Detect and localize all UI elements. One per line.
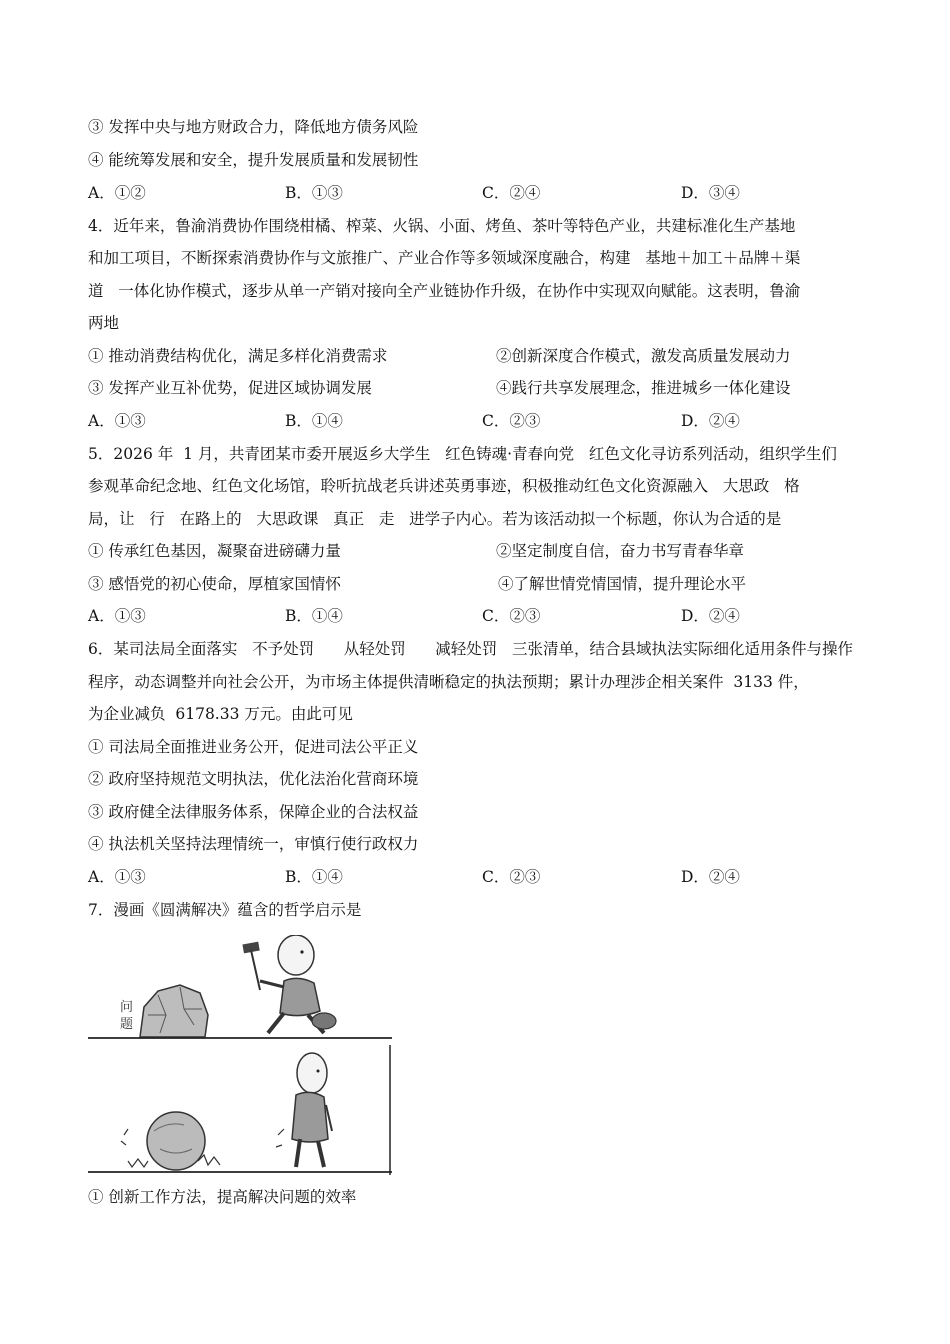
cartoon-label-top: 问 [120, 999, 134, 1014]
q5-stem-line-2: 参观革命纪念地、红色文化场馆，聆听抗战老兵讲述英勇事迹，积极推动红色文化资源融入 大思政 格 [88, 477, 800, 495]
q3-option-c: C．②④ [482, 184, 541, 202]
q4-stem-line-4: 两地 [88, 314, 120, 332]
q4-stem-line-3: 道 一体化协作模式，逐步从单一产销对接向全产业链协作升级，在协作中实现双向赋能。这表明，鲁渝 [88, 282, 801, 300]
q3-item-3: ③ 发挥中央与地方财政合力，降低地方债务风险 [88, 118, 419, 136]
man-walking-away [276, 1053, 332, 1167]
q4-item-1: ① 推动消费结构优化，满足多样化消费需求 [88, 347, 388, 365]
q5-item-3: ③ 感悟党的初心使命，厚植家国情怀 [88, 575, 341, 593]
q3-item-4: ④ 能统筹发展和安全，提升发展质量和发展韧性 [88, 151, 419, 169]
q3-option-b: B．①③ [285, 184, 343, 202]
q5-stem-line-1: 5．2026 年 1 月，共青团某市委开展返乡大学生 红色铸魂·青春向党 红色文化寻访系列活动，组织学生们 [88, 445, 837, 463]
cartoon-top-panel [88, 935, 392, 1038]
q6-stem-line-1: 6．某司法局全面落实 不予处罚 从轻处罚 减轻处罚 三张清单，结合县域执法实际细化适用条件与操作 [88, 640, 854, 658]
q6-option-b: B．①④ [285, 868, 343, 886]
q4-option-a: A．①③ [88, 412, 146, 430]
cartoon-bottom-panel [88, 1045, 392, 1175]
q6-item-3: ③ 政府健全法律服务体系，保障企业的合法权益 [88, 803, 419, 821]
q7-stem-line-1: 7．漫画《圆满解决》蕴含的哲学启示是 [88, 901, 362, 919]
q6-option-d: D．②④ [681, 868, 740, 886]
q5-item-1: ① 传承红色基因，凝聚奋进磅礴力量 [88, 542, 341, 560]
q7-item-1: ① 创新工作方法，提高解决问题的效率 [88, 1188, 357, 1206]
man-with-hammer [242, 935, 336, 1033]
q5-item-4: ④了解世情党情国情，提升理论水平 [498, 575, 747, 593]
boulder-shape [147, 1112, 205, 1170]
q4-option-c: C．②③ [482, 412, 541, 430]
q4-item-2: ②创新深度合作模式，激发高质量发展动力 [496, 347, 791, 365]
q4-item-4: ④践行共享发展理念，推进城乡一体化建设 [496, 379, 791, 397]
q3-option-a: A．①② [88, 184, 146, 202]
q4-item-3: ③ 发挥产业互补优势，促进区域协调发展 [88, 379, 372, 397]
q3-option-d: D．③④ [681, 184, 740, 202]
rock-shape [140, 985, 208, 1037]
q4-stem-line-2: 和加工项目，不断探索消费协作与文旅推广、产业合作等多领域深度融合，构建 基地＋加工＋品牌＋渠 [88, 249, 801, 267]
q6-item-4: ④ 执法机关坚持法理情统一，审慎行使行政权力 [88, 835, 419, 853]
q6-option-c: C．②③ [482, 868, 541, 886]
q5-item-2: ②坚定制度自信，奋力书写青春华章 [496, 542, 745, 560]
q6-item-2: ② 政府坚持规范文明执法，优化法治化营商环境 [88, 770, 419, 788]
cartoon-label-bottom: 题 [120, 1016, 134, 1031]
q6-stem-line-2: 程序，动态调整并向社会公开，为市场主体提供清晰稳定的执法预期；累计办理涉企相关案件 3133 件， [88, 673, 809, 691]
q4-option-b: B．①④ [285, 412, 343, 430]
q6-stem-line-3: 为企业减负 6178.33 万元。由此可见 [88, 705, 353, 723]
q4-stem-line-1: 4．近年来，鲁渝消费协作围绕柑橘、榨菜、火锅、小面、烤鱼、茶叶等特色产业，共建标准化生产基地 [88, 217, 796, 235]
cartoon-illustration [88, 935, 392, 1180]
q5-stem-line-3: 局，让 行 在路上的 大思政课 真正 走 进学子内心。若为该活动拟一个标题，你认为合适的是 [88, 510, 782, 528]
q5-option-a: A．①③ [88, 607, 146, 625]
q4-option-d: D．②④ [681, 412, 740, 430]
q5-option-b: B．①④ [285, 607, 343, 625]
q6-item-1: ① 司法局全面推进业务公开，促进司法公平正义 [88, 738, 419, 756]
q5-option-d: D．②④ [681, 607, 740, 625]
q6-option-a: A．①③ [88, 868, 146, 886]
q5-option-c: C．②③ [482, 607, 541, 625]
